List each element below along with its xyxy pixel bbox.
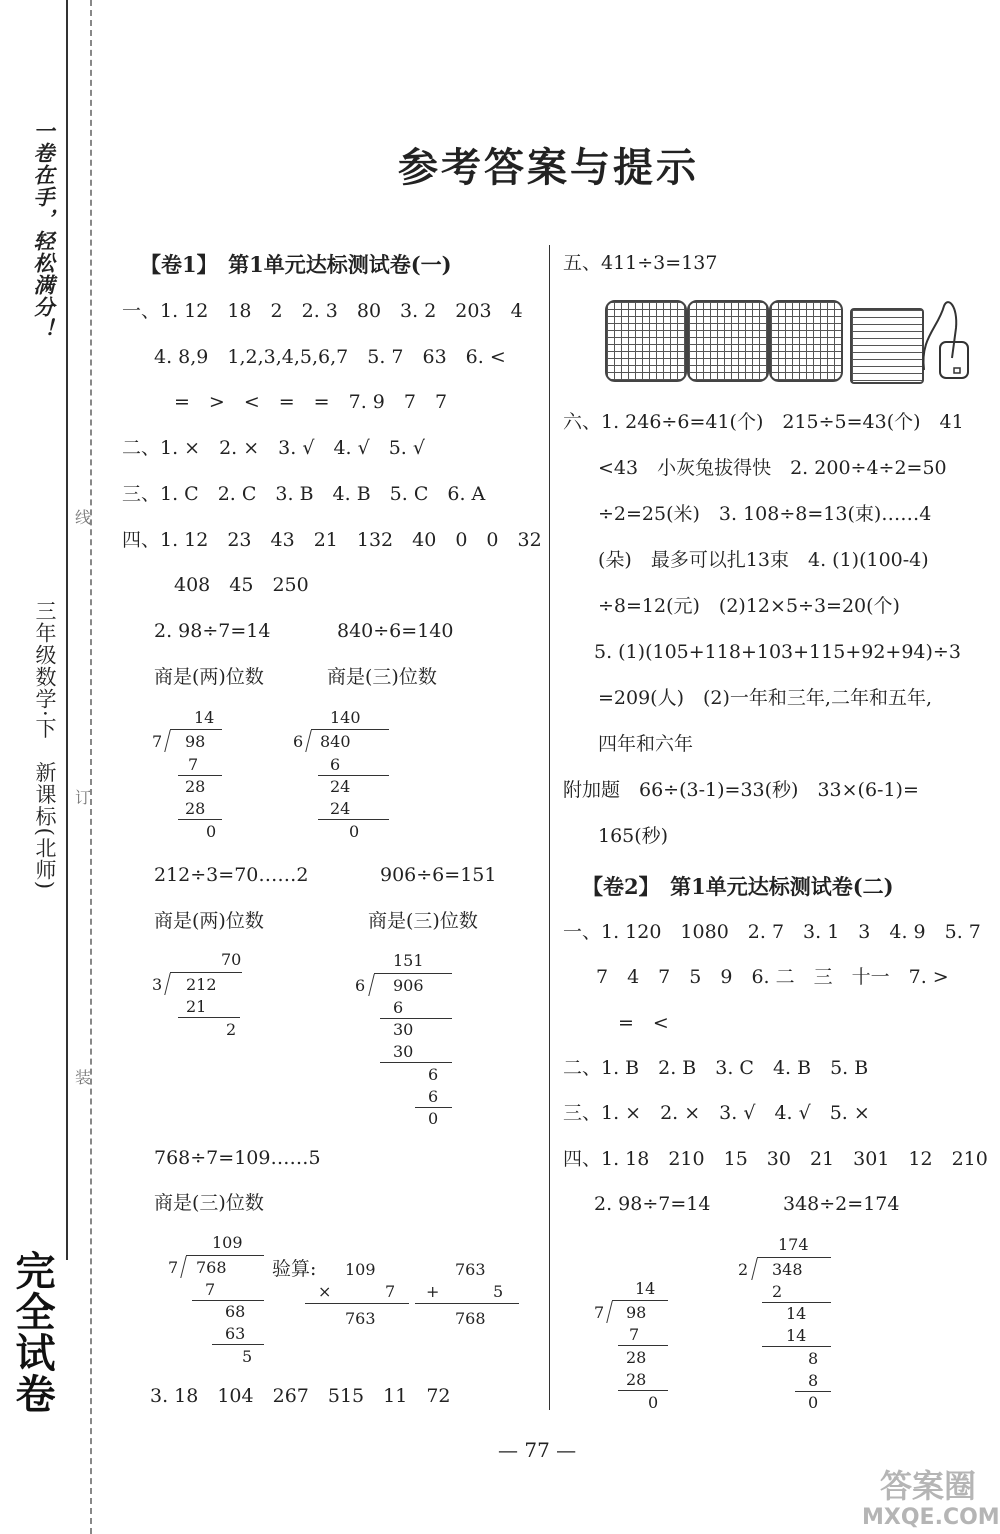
answer-line: 四、1. 18 210 15 30 21 301 12 210 bbox=[563, 1148, 988, 1170]
answer-line: 四、1. 12 23 43 21 132 40 0 0 32 bbox=[122, 529, 542, 551]
section-header-2: 【卷2】 第1单元达标测试卷(二) bbox=[582, 874, 894, 899]
answer-line: ÷8=12(元) (2)12×5÷3=20(个) bbox=[598, 595, 900, 617]
answer-line: 5. (1)(105+118+103+115+92+94)÷3 bbox=[594, 641, 961, 663]
hundred-block bbox=[605, 300, 687, 382]
ten-rods bbox=[850, 308, 924, 384]
grouping-loop bbox=[918, 298, 974, 386]
answer-line: 四年和六年 bbox=[598, 733, 694, 755]
answer-line: 840÷6=140 bbox=[337, 620, 454, 642]
book-title: 三年级数学·下 新课标(北师) bbox=[33, 600, 57, 891]
cut-line bbox=[90, 0, 92, 1534]
mark-ding: 订 bbox=[75, 788, 92, 807]
answer-line: 商是(三)位数 bbox=[327, 666, 437, 688]
mark-line: 线 bbox=[75, 508, 92, 527]
hundred-block bbox=[687, 300, 769, 382]
answer-line: 3. 18 104 267 515 11 72 bbox=[150, 1385, 451, 1407]
page-number: — 77 — bbox=[498, 1438, 577, 1462]
answer-line: 商是(两)位数 bbox=[154, 910, 264, 932]
answer-line: 三、1. × 2. × 3. √ 4. √ 5. × bbox=[563, 1102, 870, 1124]
answer-line: 4. 8,9 1,2,3,4,5,6,7 5. 7 63 6. < bbox=[154, 346, 506, 368]
answer-line: 五、411÷3=137 bbox=[563, 252, 718, 274]
answer-line: 二、1. × 2. × 3. √ 4. √ 5. √ bbox=[122, 437, 425, 459]
answer-line: 商是(三)位数 bbox=[368, 910, 478, 932]
answer-line: 2. 98÷7=14 bbox=[594, 1193, 711, 1215]
answer-line: 2. 98÷7=14 bbox=[154, 620, 271, 642]
answer-line: = > < = = 7. 9 7 7 bbox=[174, 391, 448, 413]
answer-line: 商是(两)位数 bbox=[154, 666, 264, 688]
hundred-block bbox=[769, 300, 843, 382]
answer-line: = < bbox=[618, 1012, 669, 1034]
answer-line: 165(秒) bbox=[598, 825, 669, 847]
binding-rule bbox=[66, 0, 68, 1260]
brand-logo: 完全试卷 bbox=[9, 1250, 55, 1414]
answer-line: <43 小灰兔拔得快 2. 200÷4÷2=50 bbox=[598, 457, 947, 479]
answer-line: 212÷3=70……2 bbox=[154, 864, 309, 886]
slogan: 一卷在手，轻松满分！ bbox=[31, 120, 56, 340]
answer-line: ÷2=25(米) 3. 108÷8=13(束)……4 bbox=[598, 503, 932, 525]
answer-line: 906÷6=151 bbox=[380, 864, 497, 886]
answer-line: 一、1. 120 1080 2. 7 3. 1 3 4. 9 5. 7 bbox=[563, 921, 981, 943]
answer-line: 商是(三)位数 bbox=[154, 1192, 264, 1214]
section-header-1: 【卷1】 第1单元达标测试卷(一) bbox=[140, 252, 452, 277]
page-title: 参考答案与提示 bbox=[398, 144, 699, 191]
answer-line: (朵) 最多可以扎13束 4. (1)(100-4) bbox=[598, 549, 929, 571]
column-divider bbox=[549, 245, 550, 1410]
mark-zhuang: 装 bbox=[75, 1068, 92, 1087]
answer-line: 348÷2=174 bbox=[783, 1193, 900, 1215]
answer-line: =209(人) (2)一年和三年,二年和五年, bbox=[598, 687, 933, 709]
answer-line: 六、1. 246÷6=41(个) 215÷5=43(个) 41 bbox=[563, 411, 964, 433]
answer-line: 三、1. C 2. C 3. B 4. B 5. C 6. A bbox=[122, 483, 486, 505]
answer-line: 408 45 250 bbox=[174, 574, 309, 596]
answer-line: 7 4 7 5 9 6. 二 三 十一 7. > bbox=[596, 966, 949, 988]
answer-line: 二、1. B 2. B 3. C 4. B 5. B bbox=[563, 1057, 869, 1079]
answer-line: 一、1. 12 18 2 2. 3 80 3. 2 203 4 bbox=[122, 300, 523, 322]
answer-line: 768÷7=109……5 bbox=[154, 1147, 321, 1169]
answer-line: 附加题 66÷(3-1)=33(秒) 33×(6-1)= bbox=[563, 779, 919, 801]
